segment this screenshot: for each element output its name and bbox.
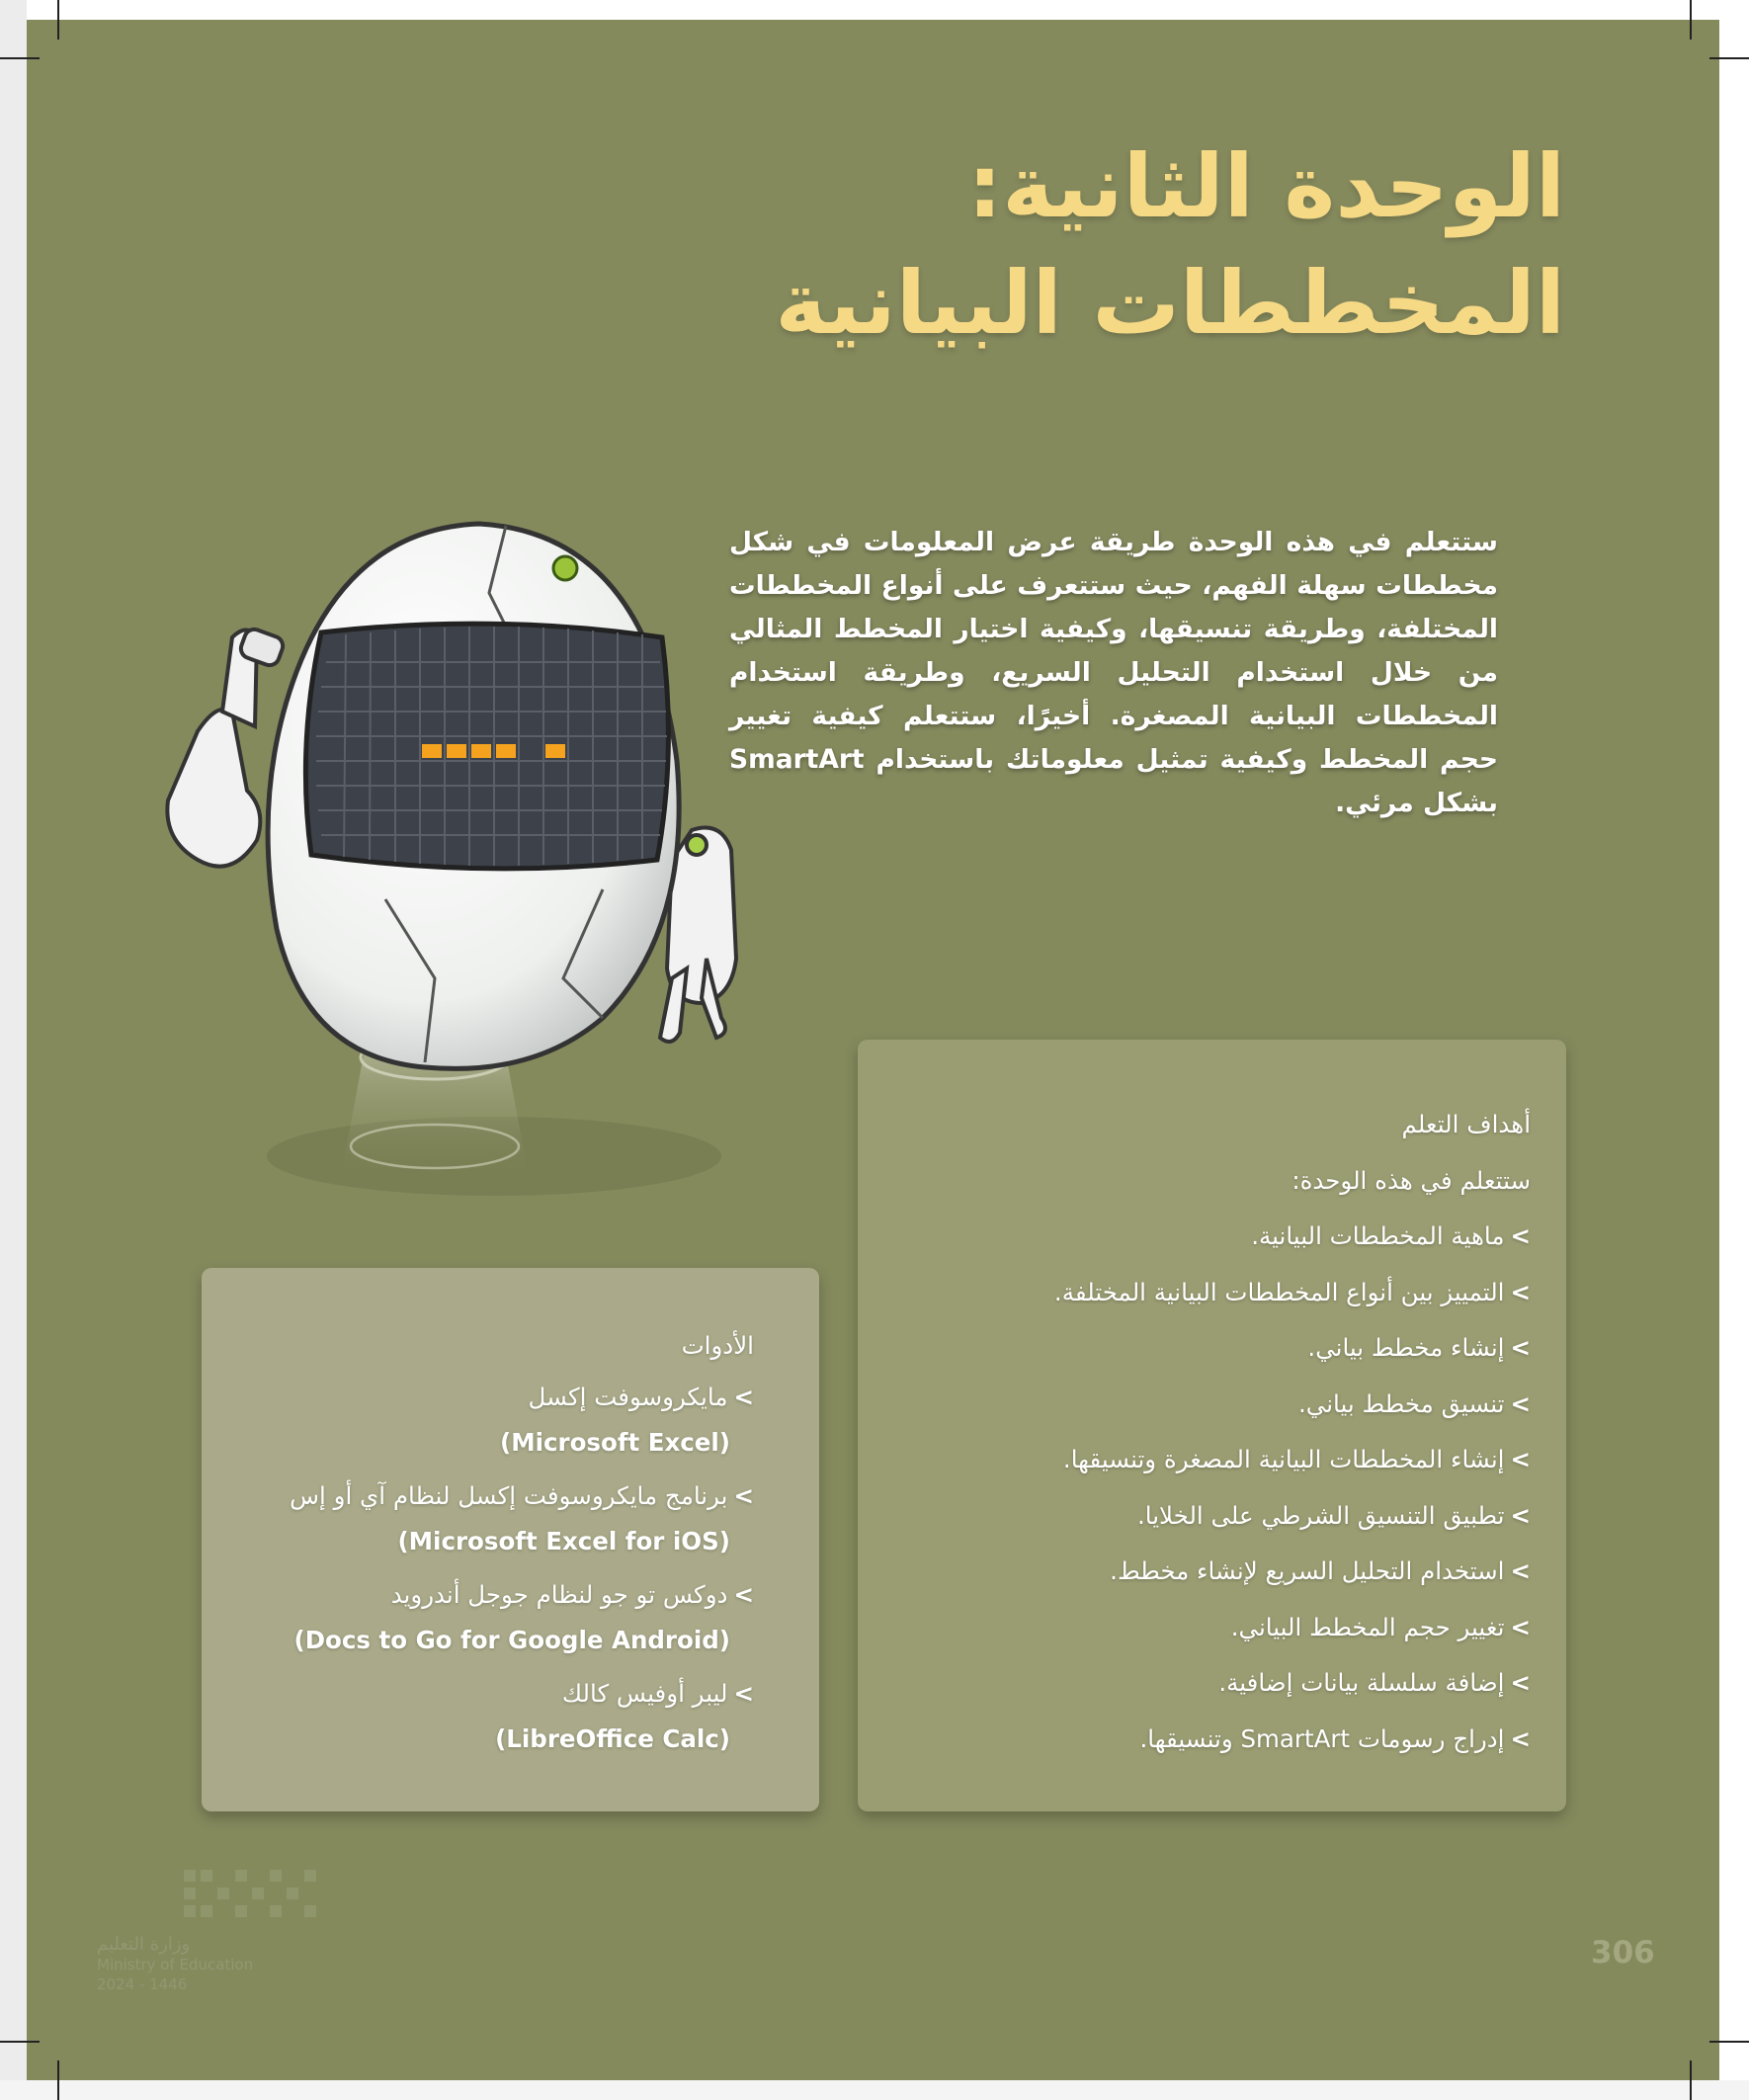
- robot-status-light: [553, 556, 577, 580]
- goal-item: >تطبيق التنسيق الشرطي على الخلايا.: [1136, 1500, 1531, 1530]
- bullet-arrow: >: [1510, 1388, 1531, 1418]
- ministry-year: 2024 - 1446: [97, 1975, 188, 1993]
- bullet-arrow: >: [733, 1580, 754, 1609]
- bullet-arrow: >: [733, 1383, 754, 1411]
- goal-item: >التمييز بين أنواع المخططات البيانية المختلفة.: [1053, 1277, 1531, 1306]
- crop-mark: [1709, 57, 1749, 59]
- crop-mark: [1709, 2041, 1749, 2043]
- crop-mark: [1690, 0, 1692, 40]
- crop-mark: [1690, 2060, 1692, 2100]
- crop-mark: [0, 2041, 40, 2043]
- bullet-arrow: >: [1510, 1500, 1531, 1530]
- learning-goals-subheading: ستتعلم في هذه الوحدة:: [1291, 1165, 1531, 1195]
- bullet-arrow: >: [733, 1481, 754, 1510]
- page-margin-bottom: [0, 2080, 1749, 2100]
- crop-mark: [57, 0, 59, 40]
- page-margin-left: [0, 0, 27, 2100]
- bullet-arrow: >: [1510, 1668, 1531, 1697]
- tool-name-ar: برنامج مايكروسوفت إكسل لنظام آي أو إس: [290, 1481, 728, 1510]
- goal-item: >إنشاء المخططات البيانية المصغرة وتنسيقها.: [1062, 1445, 1531, 1473]
- goal-item: >إنشاء مخطط بياني.: [1307, 1333, 1531, 1362]
- goal-item: >ماهية المخططات البيانية.: [1251, 1221, 1531, 1250]
- unit-title-line1: الوحدة الثانية:: [967, 135, 1565, 237]
- tool-name-ar: ليبر أوفيس كالك: [561, 1679, 728, 1708]
- goal-item: >إدراج رسومات SmartArt وتنسيقها.: [1139, 1723, 1531, 1753]
- goal-item: >تنسيق مخطط بياني.: [1298, 1388, 1531, 1418]
- bullet-arrow: >: [1510, 1333, 1531, 1362]
- tools-heading: الأدوات: [681, 1331, 754, 1360]
- unit-title-line2: المخططات البيانية: [775, 252, 1565, 354]
- crop-mark: [0, 57, 40, 59]
- tool-name-ar: دوكس تو جو لنظام جوجل أندرويد: [390, 1580, 728, 1609]
- goal-item: >تغيير حجم المخطط البياني.: [1230, 1612, 1531, 1641]
- tool-item: [220, 1572, 754, 1663]
- ministry-name-ar: وزارة التعليم: [97, 1934, 191, 1955]
- goal-item: >استخدام التحليل السريع لإنشاء مخطط.: [1110, 1556, 1531, 1585]
- crop-mark: [57, 2060, 59, 2100]
- bullet-arrow: >: [1510, 1445, 1531, 1473]
- bullet-arrow: >: [1510, 1221, 1531, 1250]
- unit-title: [478, 128, 1565, 362]
- tool-name-ar: مايكروسوفت إكسل: [528, 1383, 728, 1411]
- learning-goals-heading: أهداف التعلم: [1401, 1110, 1531, 1138]
- tool-name-en: (Docs to Go for Google Android): [293, 1626, 730, 1654]
- bullet-arrow: >: [1510, 1556, 1531, 1585]
- tools-box: [202, 1268, 819, 1811]
- tool-item: [220, 1671, 754, 1762]
- bullet-arrow: >: [733, 1679, 754, 1708]
- bullet-arrow: >: [1510, 1612, 1531, 1641]
- bullet-arrow: >: [1510, 1277, 1531, 1306]
- ministry-name-en: Ministry of Education: [97, 1956, 254, 1974]
- bullet-arrow: >: [1510, 1723, 1531, 1753]
- tool-item: [220, 1375, 754, 1466]
- tool-name-en: (Microsoft Excel for iOS): [397, 1527, 730, 1555]
- goal-item: >إضافة سلسلة بيانات إضافية.: [1218, 1668, 1531, 1697]
- tool-item: [220, 1473, 754, 1564]
- robot-mascot-illustration: [138, 464, 791, 1216]
- unit-intro-paragraph: ستتعلم في هذه الوحدة طريقة عرض المعلومات في شكل مخططات سهلة الفهم، حيث ستتعرف على أنواع المخططات المختلفة، وطريقة تنسيقها، وكيفية اختيار المخطط المثالي من خلال استخدام التحليل السريع، وطريقة استخدام المخططات البيانية المصغرة. أخيرًا، ستتعلم كيفية تغيير حجم المخطط وكيفية تمثيل معلوماتك باستخدام SmartArt بشكل مرئي.: [729, 527, 1498, 818]
- tool-name-en: (LibreOffice Calc): [495, 1724, 730, 1753]
- ministry-watermark-text: [97, 1935, 294, 1994]
- page-number: 306: [1591, 1935, 1655, 1971]
- tool-name-en: (Microsoft Excel): [499, 1428, 730, 1457]
- learning-goals-box: [858, 1040, 1566, 1811]
